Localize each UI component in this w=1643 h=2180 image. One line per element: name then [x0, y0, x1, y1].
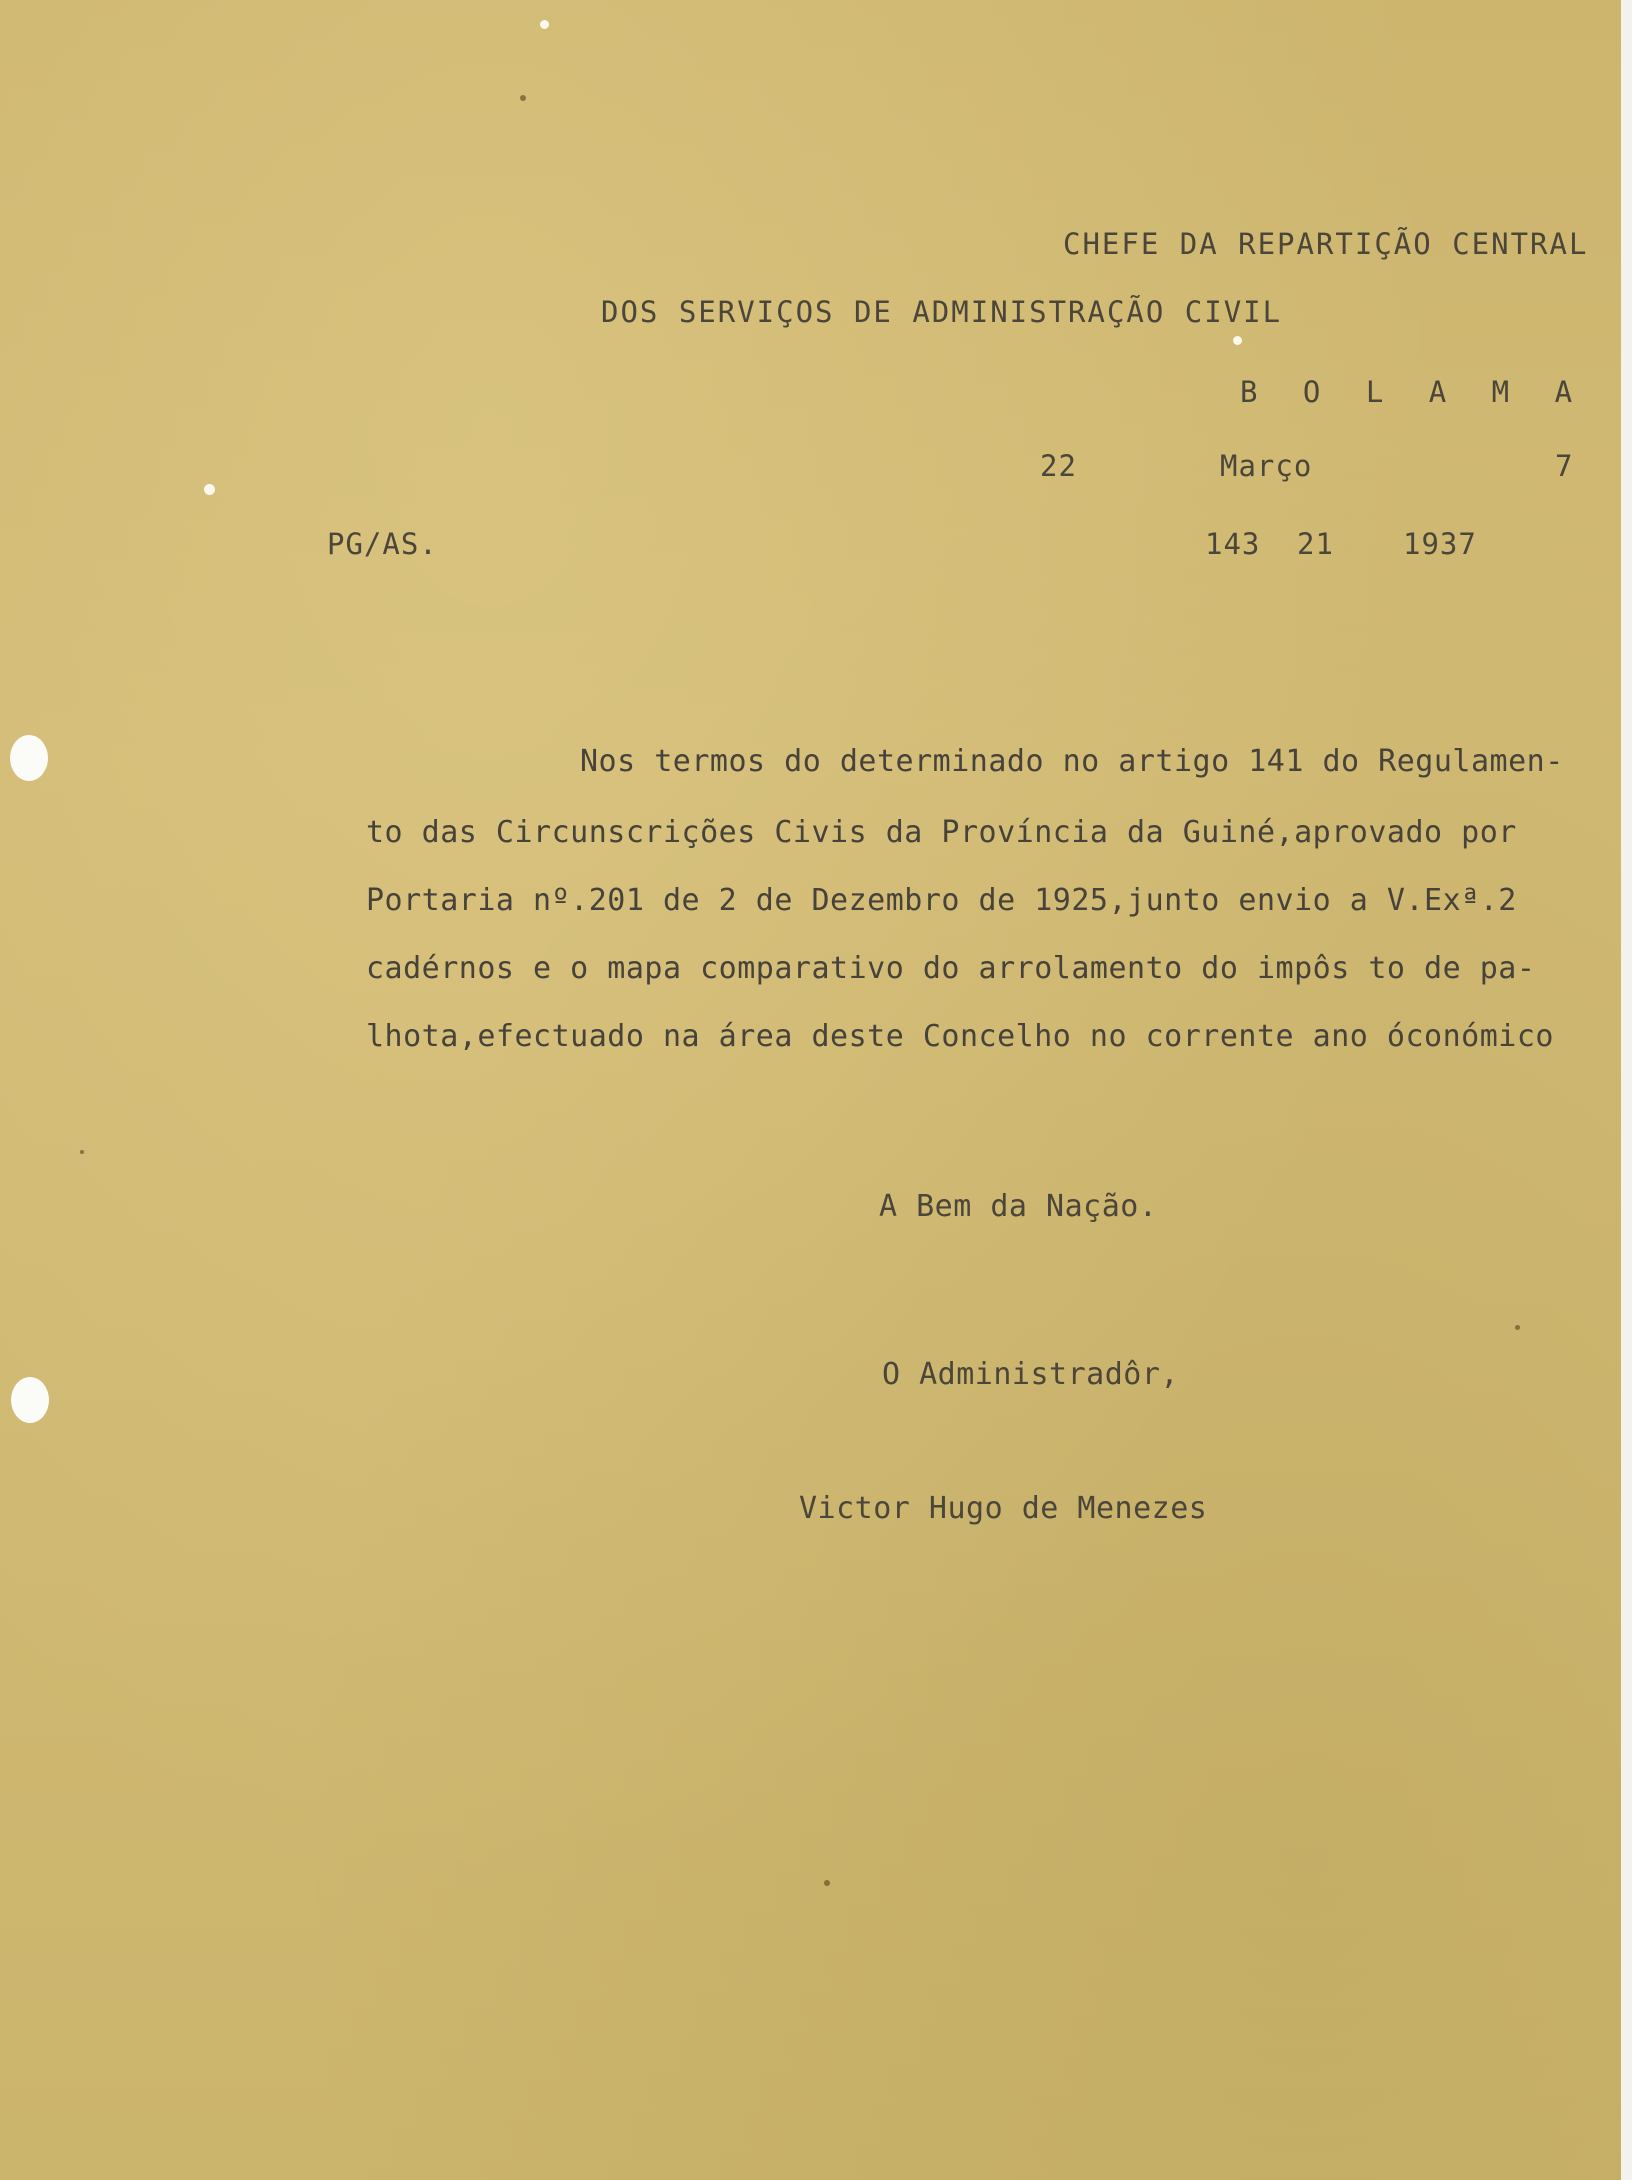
letterhead-line-1: CHEFE DA REPARTIÇÃO CENTRAL	[1063, 227, 1589, 261]
reference-initials: PG/AS.	[327, 527, 438, 561]
paper-speck	[1515, 1325, 1520, 1330]
date-month: Março	[1220, 449, 1313, 483]
body-line-4: cadérnos e o mapa comparativo do arrolamento do impôs to de pa-	[366, 951, 1536, 986]
signatory-name: Victor Hugo de Menezes	[799, 1491, 1208, 1526]
paper-speck	[520, 95, 526, 101]
closing-role: O Administradôr,	[882, 1357, 1179, 1392]
paper-speck	[540, 20, 549, 29]
punch-hole-bottom	[11, 1377, 49, 1423]
body-line-1: Nos termos do determinado no artigo 141 do Regulamen-	[580, 744, 1564, 779]
paper-speck	[80, 1150, 84, 1154]
paper-speck	[1233, 336, 1242, 345]
body-line-5: lhota,efectuado na área deste Concelho no corrente ano óconómico	[366, 1019, 1554, 1054]
date-month-number: 7	[1555, 449, 1574, 483]
reference-file: 21	[1297, 527, 1334, 561]
date-day: 22	[1040, 449, 1077, 483]
reference-year: 1937	[1403, 527, 1477, 561]
paper-edge	[1621, 0, 1632, 2180]
paper-speck	[824, 1880, 830, 1886]
paper-speck	[204, 484, 215, 495]
body-line-2: to das Circunscrições Civis da Província da Guiné,aprovado por	[366, 815, 1517, 850]
reference-number: 143	[1205, 527, 1261, 561]
letterhead-city: B O L A M A	[1240, 375, 1587, 409]
punch-hole-top	[10, 735, 48, 781]
closing-salutation: A Bem da Nação.	[879, 1189, 1158, 1224]
letterhead-line-2: DOS SERVIÇOS DE ADMINISTRAÇÃO CIVIL	[601, 295, 1283, 329]
body-line-3: Portaria nº.201 de 2 de Dezembro de 1925,junto envio a V.Exª.2	[366, 883, 1517, 918]
